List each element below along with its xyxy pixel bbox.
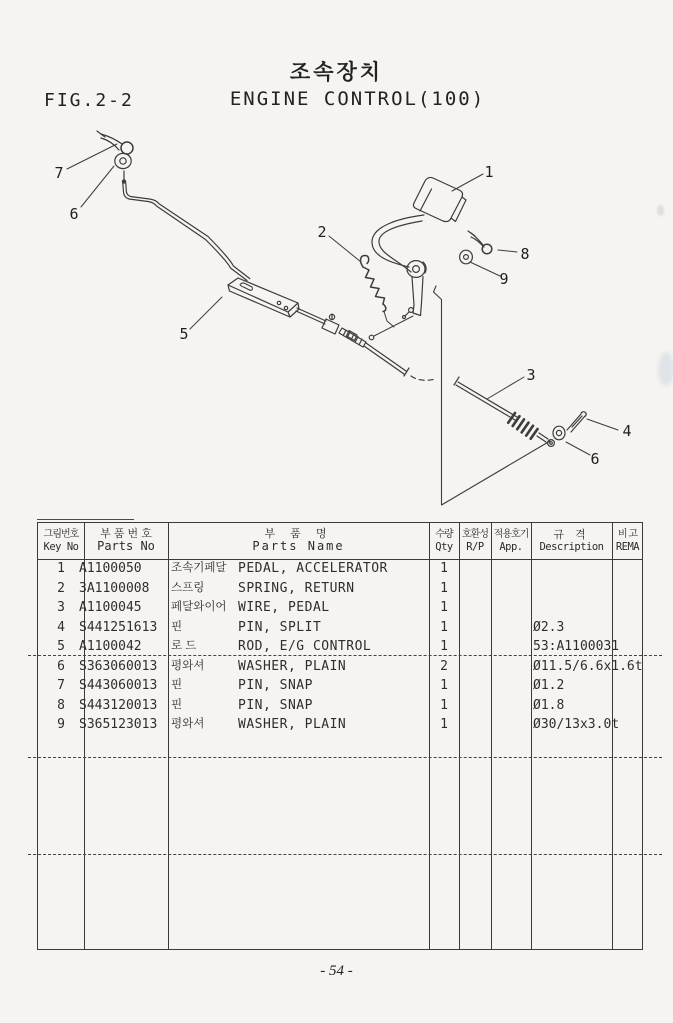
header-rp: 호환성 R/P — [462, 529, 488, 553]
table-row: 8 S443120013 핀 PIN, SNAP 1 Ø1.8 — [57, 697, 565, 713]
table-row: 7 S443060013 핀 PIN, SNAP 1 Ø1.2 — [57, 678, 565, 693]
table-top-double-line — [37, 519, 134, 520]
snap-pin-8 — [468, 231, 492, 254]
rod-and-bracket-5 — [122, 171, 299, 317]
callout-6-top: 6 — [69, 205, 79, 223]
callout-2: 2 — [317, 223, 327, 241]
callout-5: 5 — [179, 325, 189, 343]
washer-9 — [460, 250, 473, 264]
figure-number: FIG.2-2 — [44, 90, 134, 111]
table-row: 6 S363060013 평와셔 WASHER, PLAIN 2 Ø11.5/6.6x1.6t — [57, 658, 643, 674]
dashed-separator — [28, 655, 662, 656]
page-title-korean: 조속장치 — [289, 60, 384, 84]
header-qty: 수량 Qty — [435, 529, 453, 553]
table-row: 1 A1100050 조속기페달 PEDAL, ACCELERATOR 1 — [57, 561, 448, 576]
page-number: - 54 - — [320, 963, 353, 979]
table-row: 9 S365123013 평와셔 WASHER, PLAIN 1 Ø30/13x3.0t — [57, 717, 620, 732]
snap-pin-7 — [97, 131, 133, 154]
callout-1: 1 — [484, 163, 494, 181]
callout-9: 9 — [499, 270, 509, 288]
header-parts-name: 부 품 명 Parts Name — [252, 527, 345, 554]
split-pin-4 — [567, 412, 586, 432]
page-title-english: ENGINE CONTROL(100) — [229, 88, 486, 110]
header-parts-no: 부 품 번 호 Parts No — [97, 527, 155, 554]
header-remark: 비 고 REMA — [615, 529, 640, 553]
pedal-1 — [369, 177, 466, 339]
callout-8: 8 — [520, 245, 530, 263]
header-description: 규 격 Description — [539, 528, 604, 554]
callout-4: 4 — [622, 422, 632, 440]
table-row: 2 3A1100008 스프링 SPRING, RETURN 1 — [57, 580, 448, 596]
header-app: 적용호기 App. — [493, 529, 529, 553]
cable-3 — [296, 308, 554, 446]
scan-artifact — [657, 205, 664, 216]
panel-outline — [434, 286, 551, 505]
parts-table — [37, 522, 643, 950]
table-row: 5 A1100042 로 드 ROD, E/G CONTROL 1 53:A1100031 — [57, 639, 620, 654]
spring-2 — [361, 256, 394, 328]
washer-6-top — [115, 153, 131, 168]
dashed-separator — [28, 757, 662, 758]
washer-6-bottom — [553, 426, 565, 440]
callout-3: 3 — [526, 366, 536, 384]
leader-lines — [67, 144, 618, 455]
table-row: 4 S441251613 핀 PIN, SPLIT 1 Ø2.3 — [57, 619, 565, 635]
scan-artifact — [658, 352, 673, 386]
callout-7: 7 — [54, 164, 64, 182]
callout-6-bottom: 6 — [590, 450, 600, 468]
dashed-separator — [28, 854, 662, 855]
table-row: 3 A1100045 페달와이어 WIRE, PEDAL 1 — [57, 600, 448, 615]
header-key-no: 그림번호 Key No — [43, 529, 79, 553]
